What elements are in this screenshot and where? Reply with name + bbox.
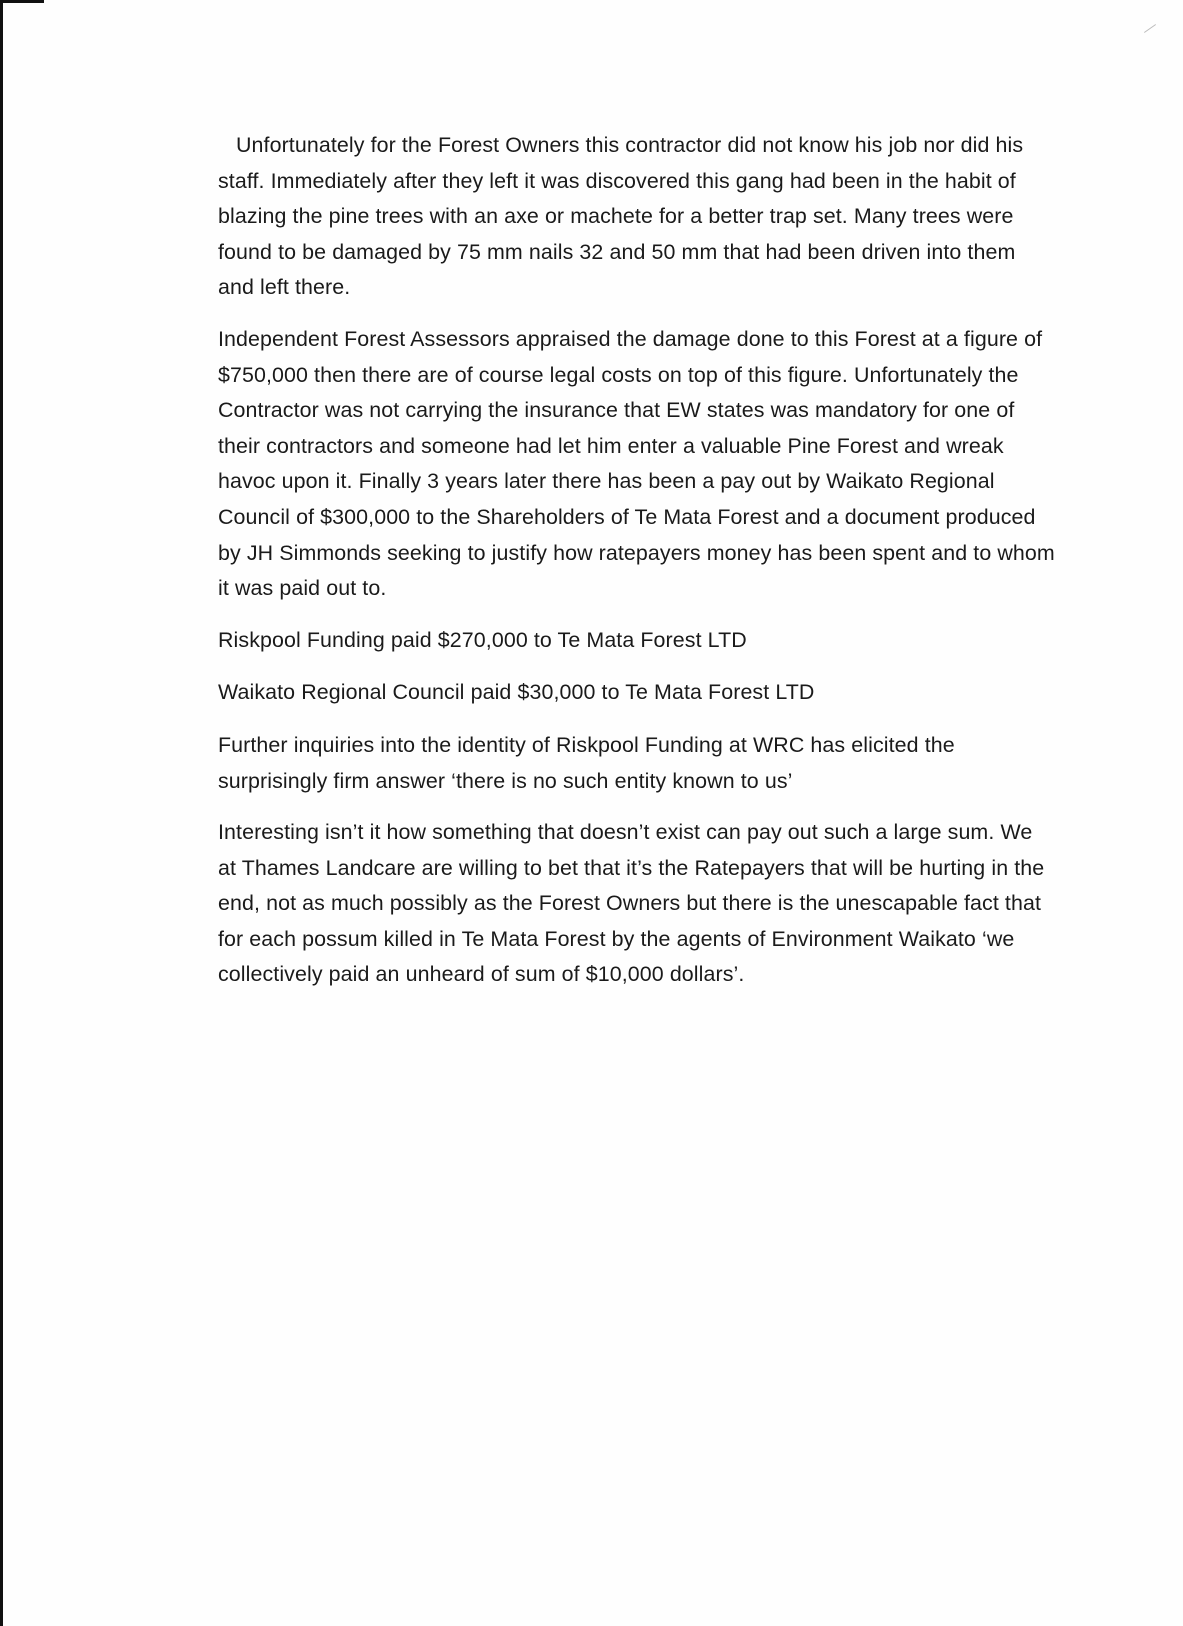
- scan-border-left: [0, 0, 3, 1626]
- paragraph-riskpool-payment: Riskpool Funding paid $270,000 to Te Mata Forest LTD: [218, 627, 747, 652]
- paragraph-inquiries: Further inquiries into the identity of Riskpool Funding at WRC has elicited the surprisingly firm answer ‘there is no such entity known to us’: [218, 732, 955, 793]
- paragraph-contractor: Unfortunately for the Forest Owners this contractor did not know his job nor did his staff. Immediately after they left it was discovered this gang had been in the habit of blazing the pine trees with an axe or machete for a better trap set. Many trees were found to be damaged by 75 mm nails 32 and 50 mm that had been driven into them and left there.: [218, 133, 1024, 300]
- paragraph-council-payment: Waikato Regional Council paid $30,000 to Te Mata Forest LTD: [218, 680, 815, 705]
- scan-mark: [1144, 24, 1156, 33]
- paragraph-conclusion: Interesting isn’t it how something that doesn’t exist can pay out such a large sum. We at Thames Landcare are willing to bet that it’s the Ratepayers that will be hurting in the end, not as much possibly as the Forest Owners but there is the unescapable fact that for each possum killed in Te Mata Forest by the agents of Environment Waikato ‘we collectively paid an unheard of sum of $10,000 dollars’.: [218, 820, 1045, 987]
- document-body: [218, 128, 1056, 1009]
- paragraph-assessment: Independent Forest Assessors appraised the damage done to this Forest at a figure of $750,000 then there are of course legal costs on top of this figure. Unfortunately the Contractor was not carrying the insurance that EW states was mandatory for one of their contractors and someone had let him enter a valuable Pine Forest and wreak havoc upon it. Finally 3 years later there has been a pay out by Waikato Regional Council of $300,000 to the Shareholders of Te Mata Forest and a document produced by JH Simmonds seeking to justify how ratepayers money has been spent and to whom it was paid out to.: [218, 326, 1055, 601]
- scan-border-top: [0, 0, 44, 3]
